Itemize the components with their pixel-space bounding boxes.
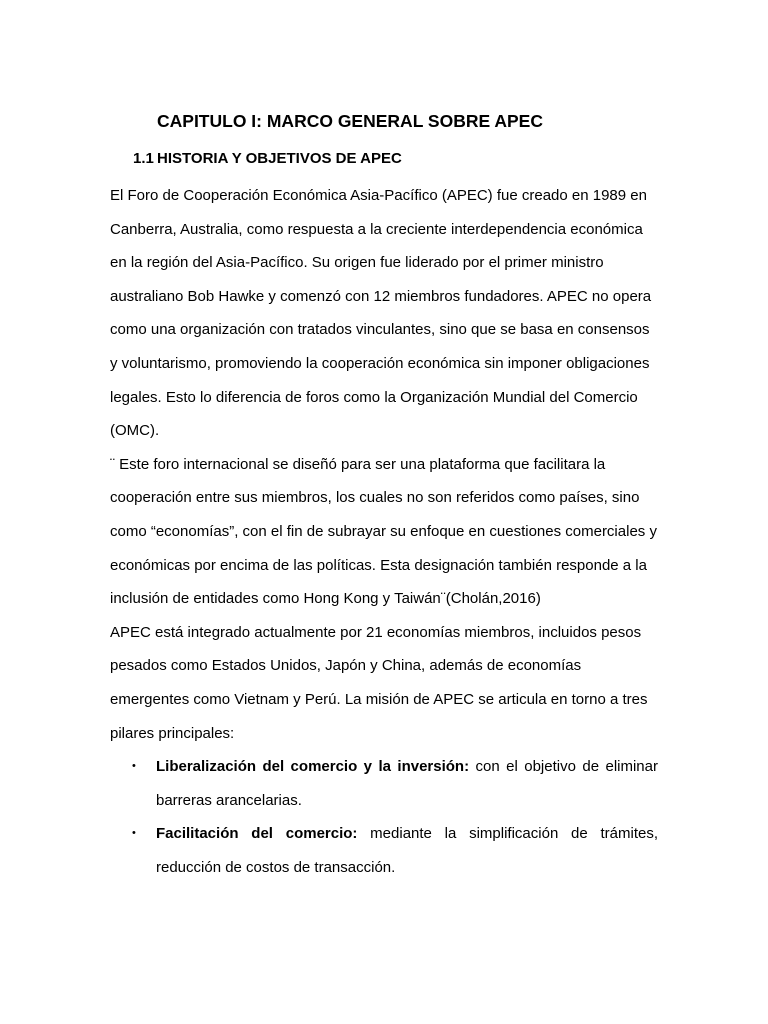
list-item-term: Facilitación del comercio: xyxy=(156,825,358,843)
list-item-term: Liberalización del comercio y la inversión: xyxy=(156,758,470,776)
section-heading xyxy=(133,149,402,169)
section-number: 1.1 xyxy=(133,150,154,167)
paragraph-members: APEC está integrado actualmente por 21 economías miembros, incluidos pesos pesados como Estados Unidos, Japón y China, además de economías emergentes como Vietnam y Perú. La misión de APEC se articula en torno a tres pilares principales: xyxy=(110,623,648,742)
bullet-icon: • xyxy=(132,827,136,840)
list-item xyxy=(110,750,658,817)
section-title: HISTORIA Y OBJETIVOS DE APEC xyxy=(157,150,402,167)
list-item-text: mediante la simplificación de trámites, reducción de costos de transacción. xyxy=(156,825,659,876)
list-item-text: con el objetivo de eliminar barreras arancelarias. xyxy=(156,758,658,809)
chapter-title: CAPITULO I: MARCO GENERAL SOBRE APEC xyxy=(157,111,543,131)
bullet-icon: • xyxy=(132,760,136,773)
paragraph-quote: ¨ Este foro internacional se diseñó para ser una plataforma que facilitara la cooperación entre sus miembros, los cuales no son referidos como países, sino como “economías”, con el fin de subrayar su enfoque en cuestiones comerciales y económicas por encima de las políticas. Esta designación también responde a la inclusión de entidades como Hong Kong y Taiwán¨(Cholán,2016) xyxy=(110,455,657,608)
list-item xyxy=(110,817,658,884)
body-text xyxy=(110,179,658,884)
paragraph-history: El Foro de Cooperación Económica Asia-Pacífico (APEC) fue creado en 1989 en Canberra, Australia, como respuesta a la creciente interdependencia económica en la región del Asia-Pacífico. Su origen fue liderado por el primer ministro australiano Bob Hawke y comenzó con 12 miembros fundadores. APEC no opera como una organización con tratados vinculantes, sino que se basa en consensos y voluntarismo, promoviendo la cooperación económica sin imponer obligaciones legales. Esto lo diferencia de foros como la Organización Mundial del Comercio (OMC). xyxy=(110,187,652,440)
pillars-list xyxy=(110,750,658,884)
